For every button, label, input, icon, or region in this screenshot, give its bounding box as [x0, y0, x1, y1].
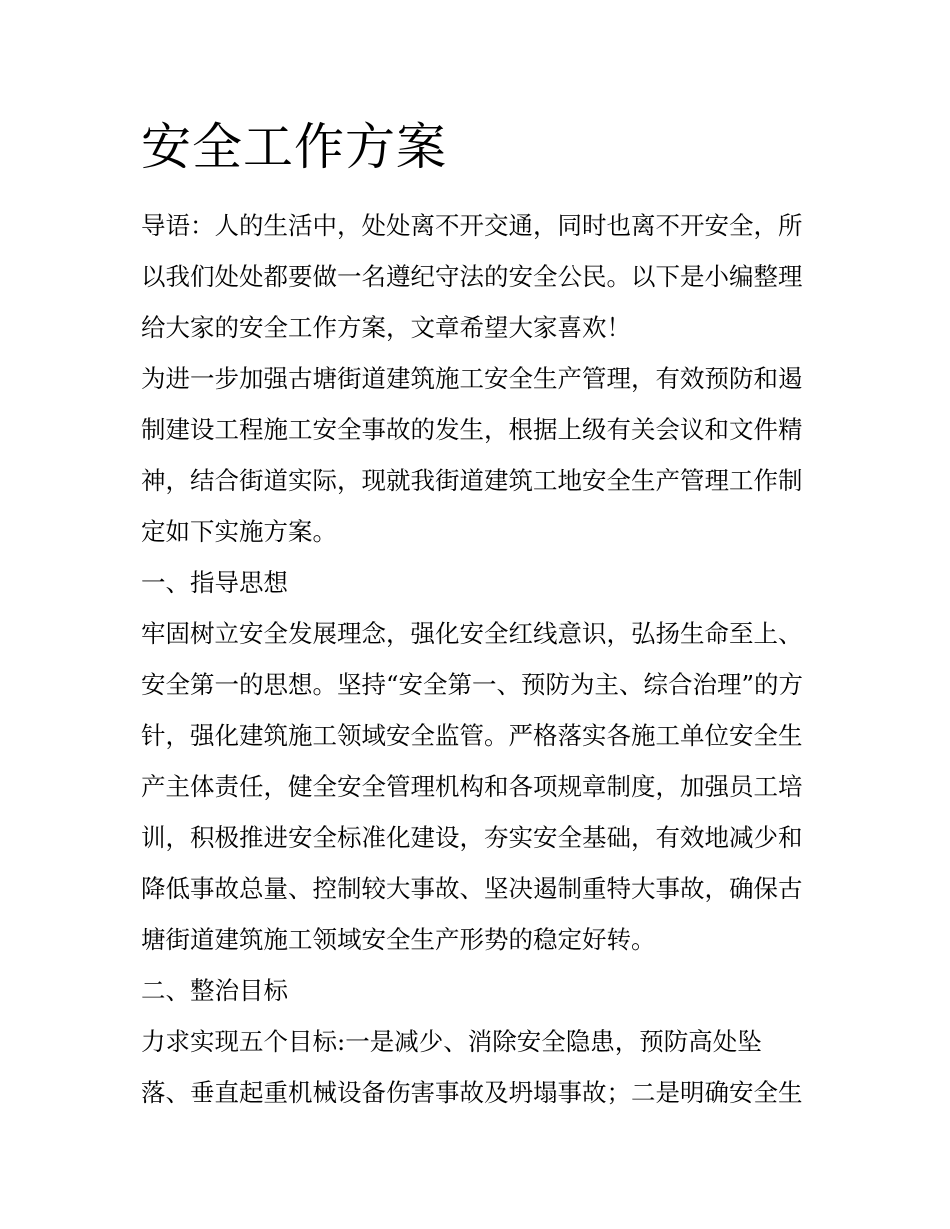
paragraph-line: 定如下实施方案。: [141, 517, 337, 546]
paragraph-line: 为进一步加强古塘街道建筑施工安全生产管理，有效预防和遏: [141, 364, 803, 393]
paragraph-line: 塘街道建筑施工领域安全生产形势的稳定好转。: [141, 925, 656, 954]
section-heading-guiding-ideology: 一、指导思想: [141, 568, 288, 597]
paragraph-line: 神，结合街道实际，现就我街道建筑工地安全生产管理工作制: [141, 466, 803, 495]
paragraph-line: 产主体责任，健全安全管理机构和各项规章制度，加强员工培: [141, 772, 803, 801]
section-heading-rectification-goals: 二、整治目标: [141, 976, 288, 1005]
intro-line-2: 以我们处处都要做一名遵纪守法的安全公民。以下是小编整理: [141, 262, 803, 291]
document-title: 安全工作方案: [141, 118, 447, 176]
paragraph-line: 训，积极推进安全标准化建设，夯实安全基础，有效地减少和: [141, 823, 803, 852]
paragraph-line: 牢固树立安全发展理念，强化安全红线意识，弘扬生命至上、: [141, 619, 803, 648]
paragraph-line: 降低事故总量、控制较大事故、坚决遏制重特大事故，确保古: [141, 874, 803, 903]
paragraph-line: 力求实现五个目标:一是减少、消除安全隐患，预防高处坠: [141, 1027, 762, 1056]
intro-line-1: 导语：人的生活中，处处离不开交通，同时也离不开安全，所: [141, 211, 803, 240]
intro-line-3: 给大家的安全工作方案，文章希望大家喜欢！: [141, 313, 631, 342]
paragraph-line: 落、垂直起重机械设备伤害事故及坍塌事故；二是明确安全生: [141, 1078, 803, 1107]
paragraph-line: 针，强化建筑施工领域安全监管。严格落实各施工单位安全生: [141, 721, 803, 750]
paragraph-line: 安全第一的思想。坚持“安全第一、预防为主、综合治理”的方: [141, 670, 804, 699]
document-body: [141, 200, 813, 1118]
paragraph-line: 制建设工程施工安全事故的发生，根据上级有关会议和文件精: [141, 415, 803, 444]
